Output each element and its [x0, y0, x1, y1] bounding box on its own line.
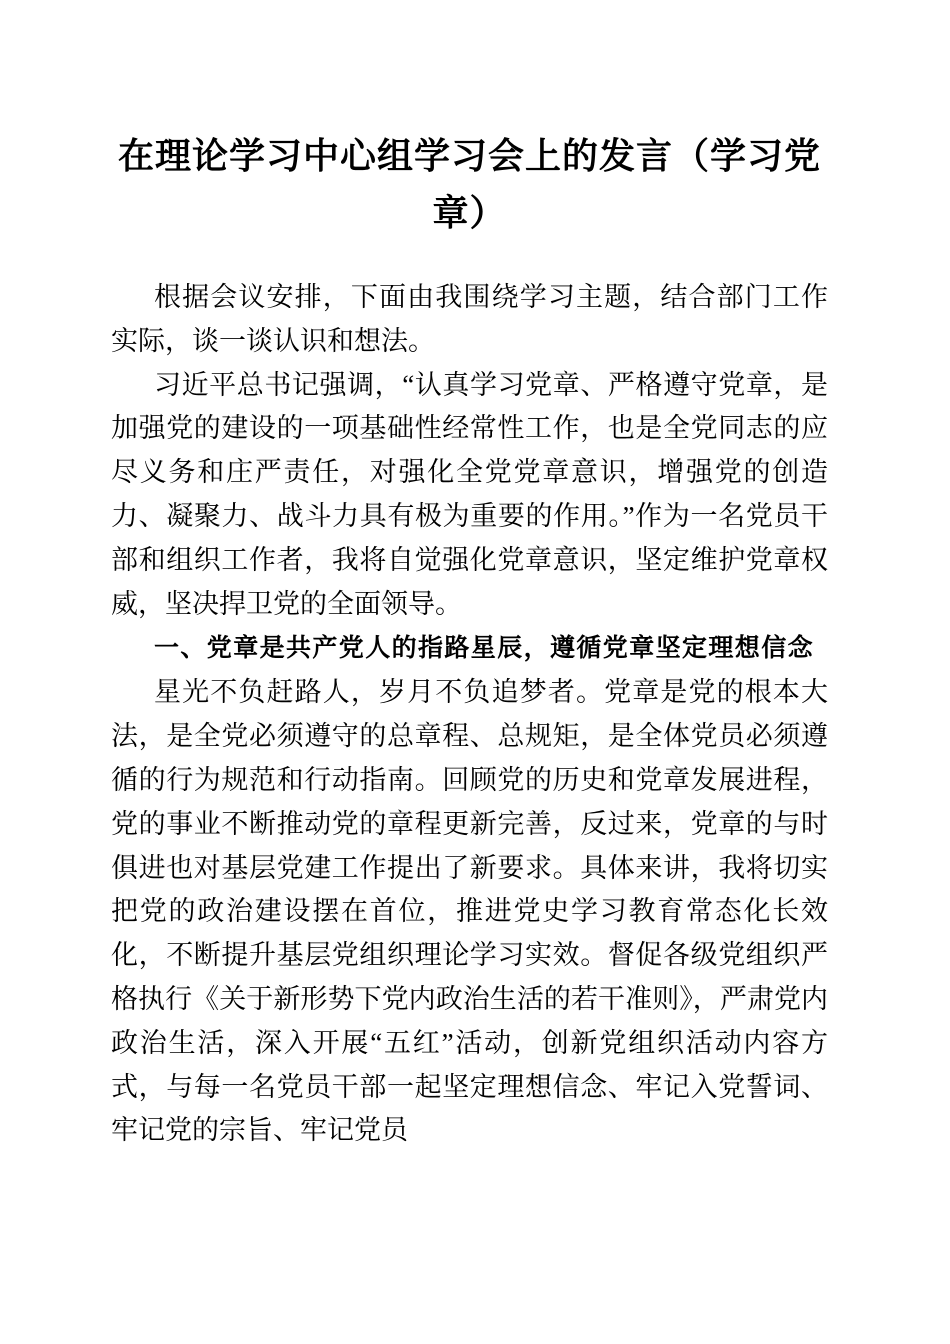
paragraph-section-1: 星光不负赶路人，岁月不负追梦者。党章是党的根本大法，是全党必须遵守的总章程、总规矩，是全体党员必须遵循的行为规范和行动指南。回顾党的历史和党章发展进程，党的事业不断推动党的章程更新完善，反过来，党章的与时俱进也对基层党建工作提出了新要求。具体来讲，我将切实把党的政治建设摆在首位，推进党史学习教育常态化长效化，不断提升基层党组织理论学习实效。督促各级党组织严格执行《关于新形势下党内政治生活的若干准则》，严肃党内政治生活，深入开展“五红”活动，创新党组织活动内容方式，与每一名党员干部一起坚定理想信念、牢记入党誓词、牢记党的宗旨、牢记党员	[111, 677, 828, 1146]
document-body	[111, 276, 828, 1153]
paragraph-intro: 根据会议安排，下面由我围绕学习主题，结合部门工作实际，谈一谈认识和想法。	[111, 282, 828, 356]
section-heading-1: 一、党章是共产党人的指路星辰，遵循党章坚定理想信念	[154, 634, 815, 663]
document-title: 在理论学习中心组学习会上的发言（学习党章）	[117, 136, 821, 233]
paragraph-quote: 习近平总书记强调，“认真学习党章、严格遵守党章，是加强党的建设的一项基础性经常性工作，也是全党同志的应尽义务和庄严责任，对强化全党党章意识，增强党的创造力、凝聚力、战斗力具有极为重要的作用。”作为一名党员干部和组织工作者，我将自觉强化党章意识，坚定维护党章权威，坚决捍卫党的全面领导。	[111, 369, 828, 619]
